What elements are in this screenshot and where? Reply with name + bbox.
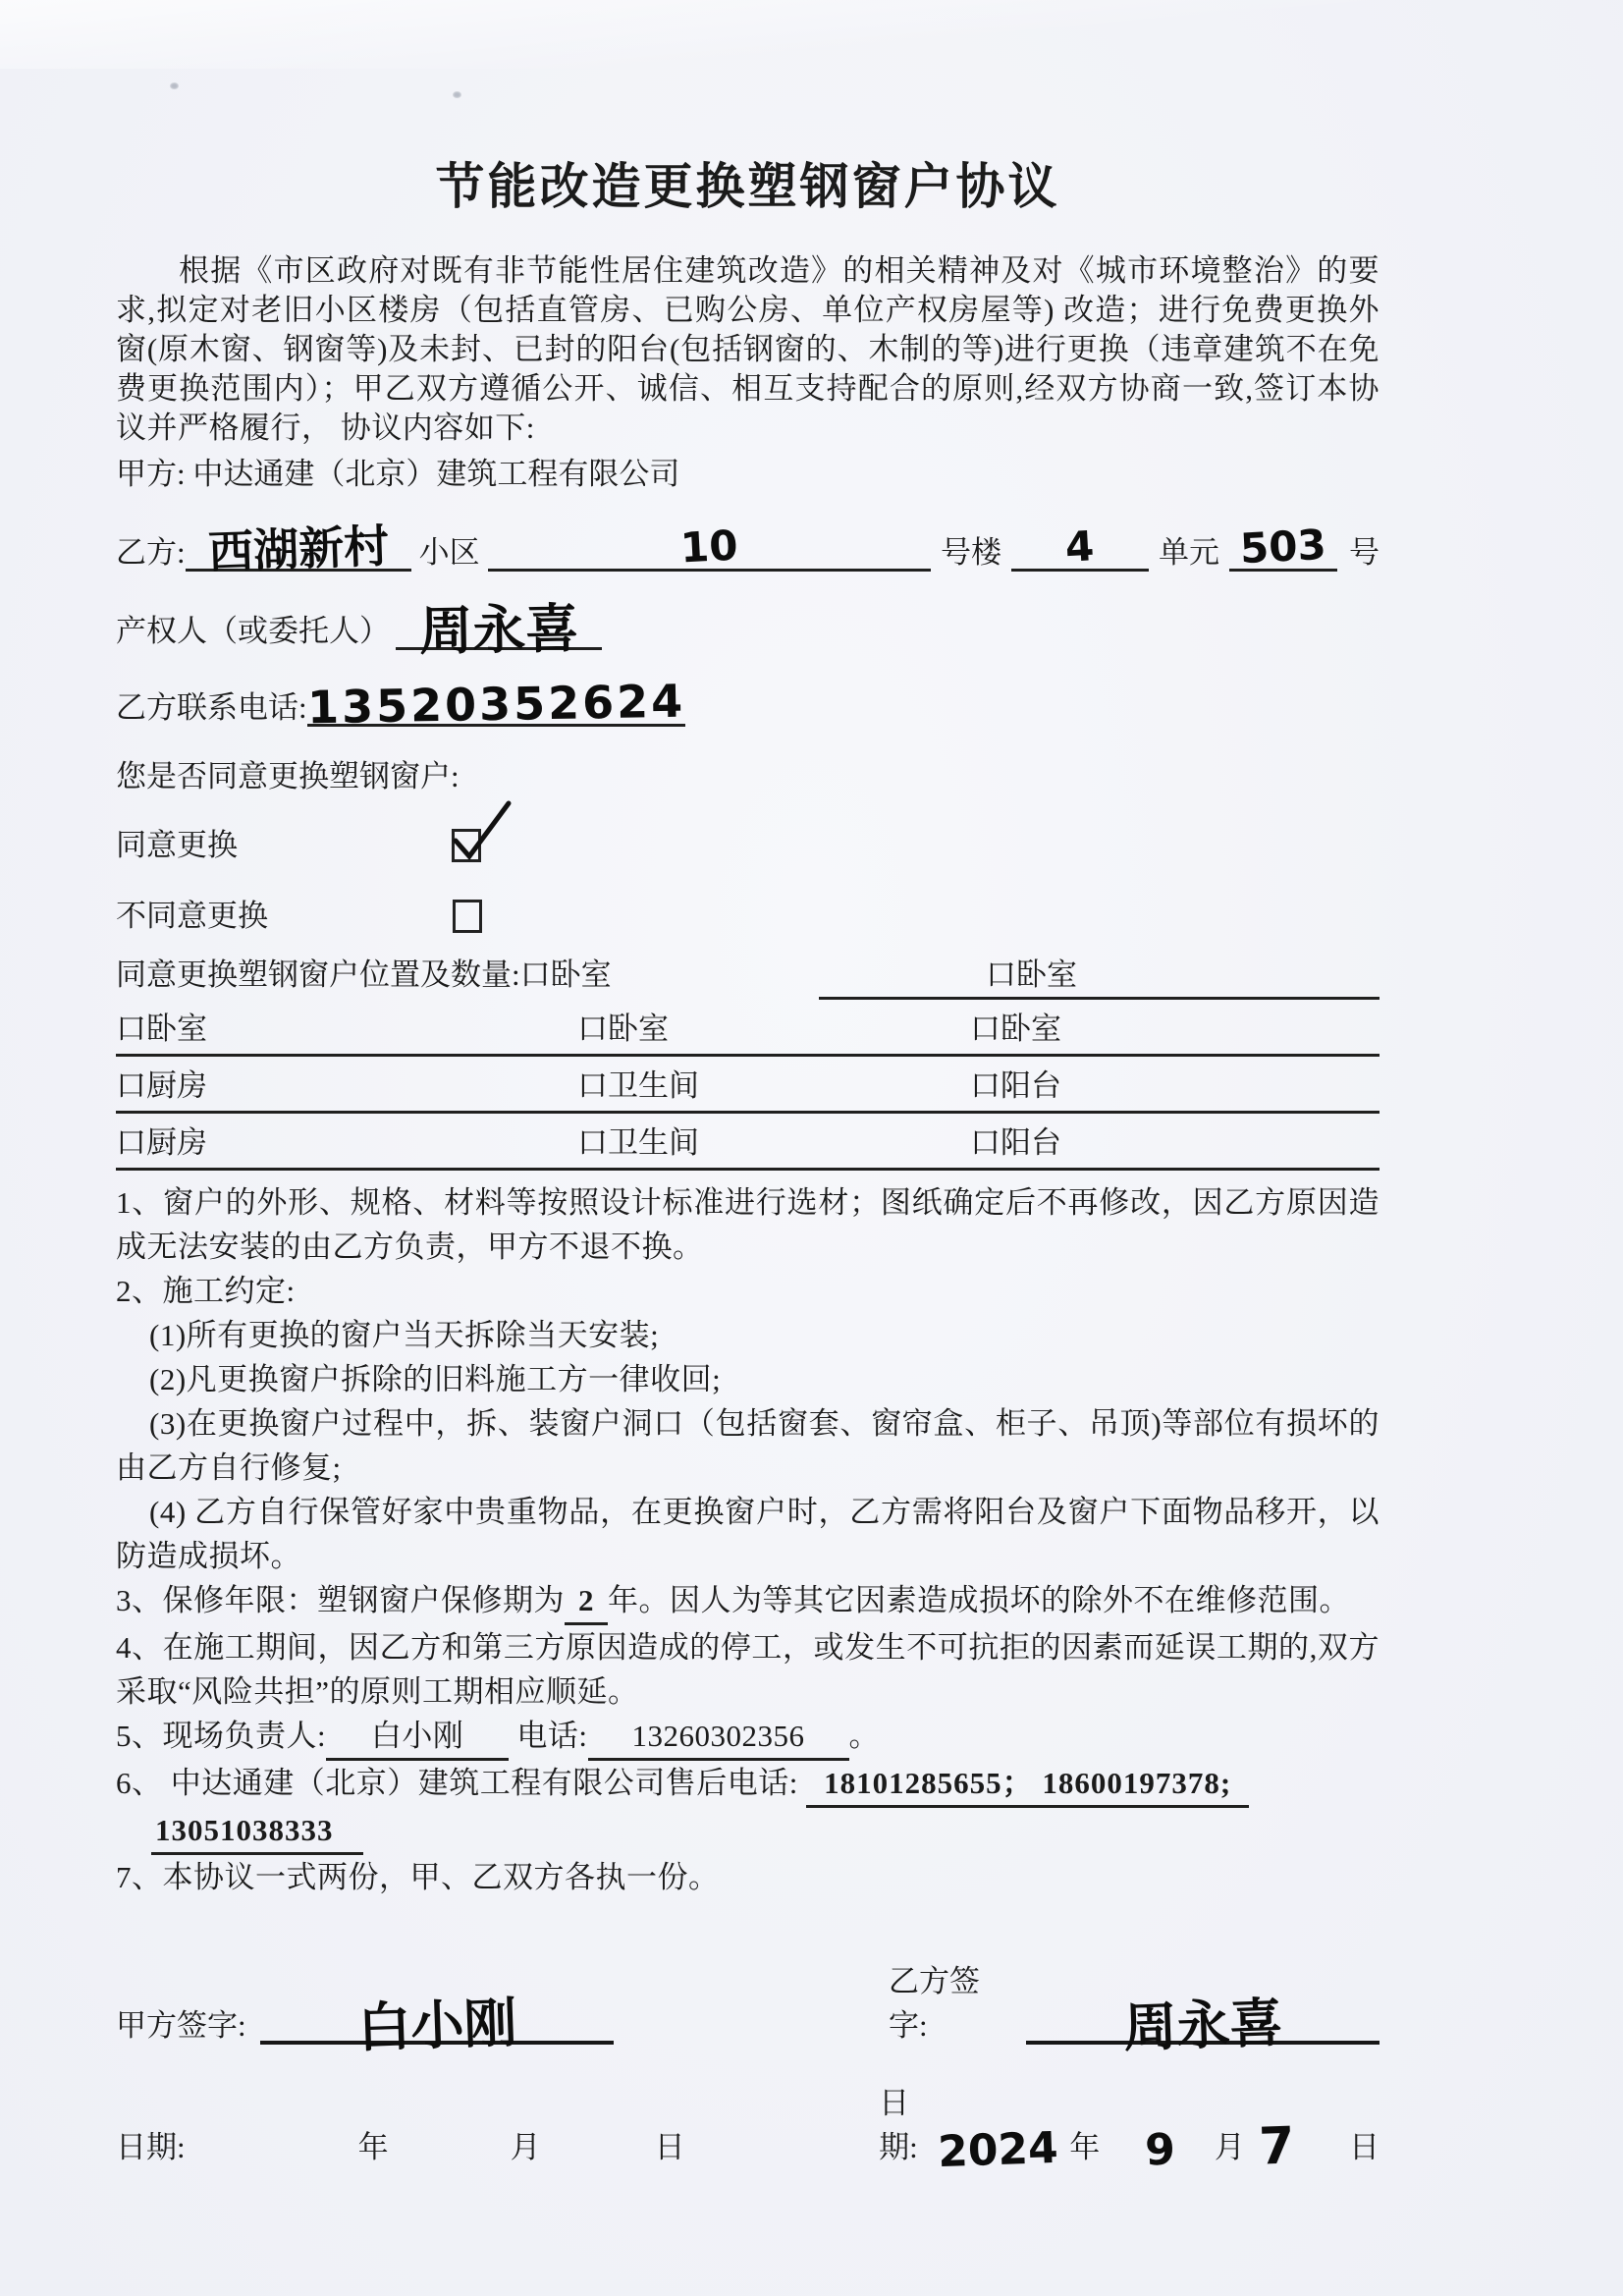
- date-row: [116, 2086, 1380, 2178]
- party-a-value: 中达通建（北京）建筑工程有限公司: [192, 457, 680, 491]
- consent-question: 您是否同意更换塑钢窗户:: [116, 759, 460, 793]
- document-title: 节能改造更换塑钢窗户协议: [435, 159, 1060, 214]
- party-b-signature-block: [889, 1956, 1380, 2059]
- party-b-sign-label: 乙方签字:: [889, 1964, 980, 2043]
- party-b-signature-line: [1026, 1988, 1380, 2059]
- room-handwritten-value: 503: [1238, 519, 1328, 574]
- intro-paragraph: 根据《市区政府对既有非节能性居住建筑改造》的相关精神及对《城市环境整治》的要求,拟定对老旧小区楼房（包括直管房、已购公房、单位产权房屋等) 改造；进行免费更换外窗(原木窗、钢窗等)及未封、已封的阳台(包括钢窗的、木制的等)进行更换（违章建筑不在免费更换范围内）；甲乙双方遵循公开、诚信、相互支持配合的原则,经双方协商一致,签订本协议并严格履行， 协议内容如下:: [116, 253, 1380, 445]
- date-b-year-handwritten: 2024: [937, 2122, 1059, 2178]
- party-a-handwritten-signature: 白小刚: [355, 1992, 518, 2059]
- aftersale-phones-line1: 18101285655； 18600197378;: [806, 1761, 1249, 1808]
- quantity-row: [116, 1114, 1380, 1171]
- party-b-date-block: [879, 2078, 1380, 2178]
- quantity-cell: 口厨房: [116, 1125, 207, 1160]
- date-b-day-suffix: 日: [1349, 2130, 1380, 2164]
- quantity-header-cell2: 口卧室: [986, 957, 1077, 992]
- room-field: [1229, 519, 1337, 574]
- clause-6-line2: [116, 1808, 1380, 1855]
- estate-field: [186, 519, 411, 579]
- clause-2-item-4: (4) 乙方自行保管好家中贵重物品，在更换窗户时，乙方需将阳台及窗户下面物品移开，以防造成损坏。: [116, 1495, 1380, 1573]
- quantity-row: [116, 1057, 1380, 1114]
- date-b-month-suffix: 月: [1214, 2130, 1245, 2164]
- party-a-signature-line: [260, 1988, 614, 2059]
- quantity-cell: 口卧室: [577, 1011, 669, 1046]
- party-b-label: 乙方:: [116, 535, 186, 570]
- date-b-label: 日期:: [879, 2086, 918, 2164]
- clause-5: 5、现场负责人: 白小刚 电话: 13260302356 。: [116, 1714, 1380, 1761]
- party-a-signature-block: [116, 1988, 889, 2059]
- agree-label: 同意更换: [116, 828, 238, 862]
- estate-handwritten-value: 西湖新村: [206, 519, 390, 579]
- building-field: [488, 520, 931, 573]
- checkbox-box: [453, 900, 482, 933]
- clause-2-item-3: (3)在更换窗户过程中，拆、装窗户洞口（包括窗套、窗帘盒、柜子、吊顶)等部位有损坏的由乙方自行修复;: [116, 1406, 1380, 1485]
- clause-3: 3、保修年限：塑钢窗户保修期为 2 年。因人为等其它因素造成损坏的除外不在维修范围。: [116, 1578, 1380, 1625]
- date-b-year-suffix: 年: [1069, 2130, 1101, 2164]
- clause-7: 7、本协议一式两份，甲、乙双方各执一份。: [116, 1860, 720, 1894]
- phone-label: 乙方联系电话:: [116, 690, 307, 725]
- aftersale-phones-line2: 13051038333: [151, 1808, 363, 1855]
- site-manager-phone: 13260302356: [588, 1714, 849, 1761]
- quantity-header-cell1: 口卧室: [519, 957, 612, 992]
- quantity-row: [116, 1000, 1380, 1057]
- quantity-cell: 口卫生间: [577, 1125, 699, 1160]
- clause-2-item-1: (1)所有更换的窗户当天拆除当天安装;: [149, 1318, 660, 1352]
- agree-checkbox: [452, 831, 481, 864]
- date-a-label: 日期:: [116, 2130, 186, 2164]
- owner-field: [396, 594, 602, 663]
- unit-field: [1011, 521, 1149, 572]
- room-suffix: 号: [1349, 535, 1380, 570]
- phone-field: [306, 674, 686, 735]
- quantity-cell: 口厨房: [116, 1068, 207, 1103]
- warranty-years-field: 2: [565, 1578, 608, 1625]
- disagree-label: 不同意更换: [116, 899, 268, 933]
- clause-2-head: 2、施工约定:: [116, 1274, 296, 1308]
- clause-4: 4、在施工期间，因乙方和第三方原因造成的停工，或发生不可抗拒的因素而延误工期的,双方采取“风险共担”的原则工期相应顺延。: [116, 1630, 1380, 1709]
- owner-line: [116, 585, 1380, 663]
- party-a-line: [116, 454, 1380, 495]
- quantity-cell: 口阳台: [970, 1125, 1061, 1160]
- unit-handwritten-value: 4: [1064, 521, 1096, 572]
- date-a-month-suffix: 月: [510, 2130, 541, 2164]
- party-b-handwritten-signature: 周永喜: [1122, 1992, 1284, 2059]
- date-b-month-handwritten: 9: [1144, 2124, 1176, 2176]
- agree-row: [116, 821, 1380, 864]
- owner-label: 产权人（或委托人）: [116, 614, 390, 648]
- quantity-header-label: 同意更换塑钢窗户位置及数量:口卧室: [116, 957, 612, 992]
- quantity-cell: 口卫生间: [577, 1068, 699, 1103]
- punch-hole-speck: [170, 82, 179, 89]
- quantity-cell: 口阳台: [970, 1068, 1061, 1103]
- building-handwritten-value: 10: [678, 520, 739, 573]
- unit-suffix: 单元: [1159, 535, 1219, 570]
- site-manager-name: 白小刚: [326, 1714, 509, 1761]
- date-a-year-suffix: 年: [357, 2130, 389, 2164]
- quantity-table-header: [116, 945, 1380, 1000]
- party-a-sign-label2: 甲方签字:: [116, 2008, 246, 2043]
- clause-2-item-2: (2)凡更换窗户拆除的旧料施工方一律收回;: [149, 1362, 722, 1396]
- phone-handwritten-value: 13520352624: [306, 674, 686, 735]
- date-a-day-suffix: 日: [654, 2130, 685, 2164]
- building-suffix: 号楼: [941, 535, 1001, 570]
- check-mark-icon: [448, 797, 516, 866]
- estate-suffix: 小区: [418, 535, 480, 570]
- party-b-line: [116, 511, 1380, 579]
- punch-hole-speck: [453, 91, 461, 98]
- party-a-date-block: [116, 2122, 879, 2166]
- date-b-day-handwritten: 7: [1257, 2116, 1296, 2177]
- quantity-cell: 口卧室: [116, 1011, 207, 1046]
- phone-line: [116, 668, 1380, 735]
- quantity-cell: 口卧室: [970, 1011, 1061, 1046]
- party-a-label: 甲方:: [116, 457, 186, 491]
- clause-1: 1、窗户的外形、规格、材料等按照设计标准进行选材；图纸确定后不再修改，因乙方原因造成无法安装的由乙方负责，甲方不退不换。: [116, 1185, 1380, 1264]
- clause-6: 6、 中达通建（北京）建筑工程有限公司售后电话: 18101285655； 18600197378;: [116, 1761, 1380, 1808]
- signature-row: [116, 1964, 1380, 2059]
- disagree-row: [116, 892, 1380, 935]
- owner-handwritten-value: 周永喜: [418, 597, 579, 663]
- disagree-checkbox: [453, 902, 482, 935]
